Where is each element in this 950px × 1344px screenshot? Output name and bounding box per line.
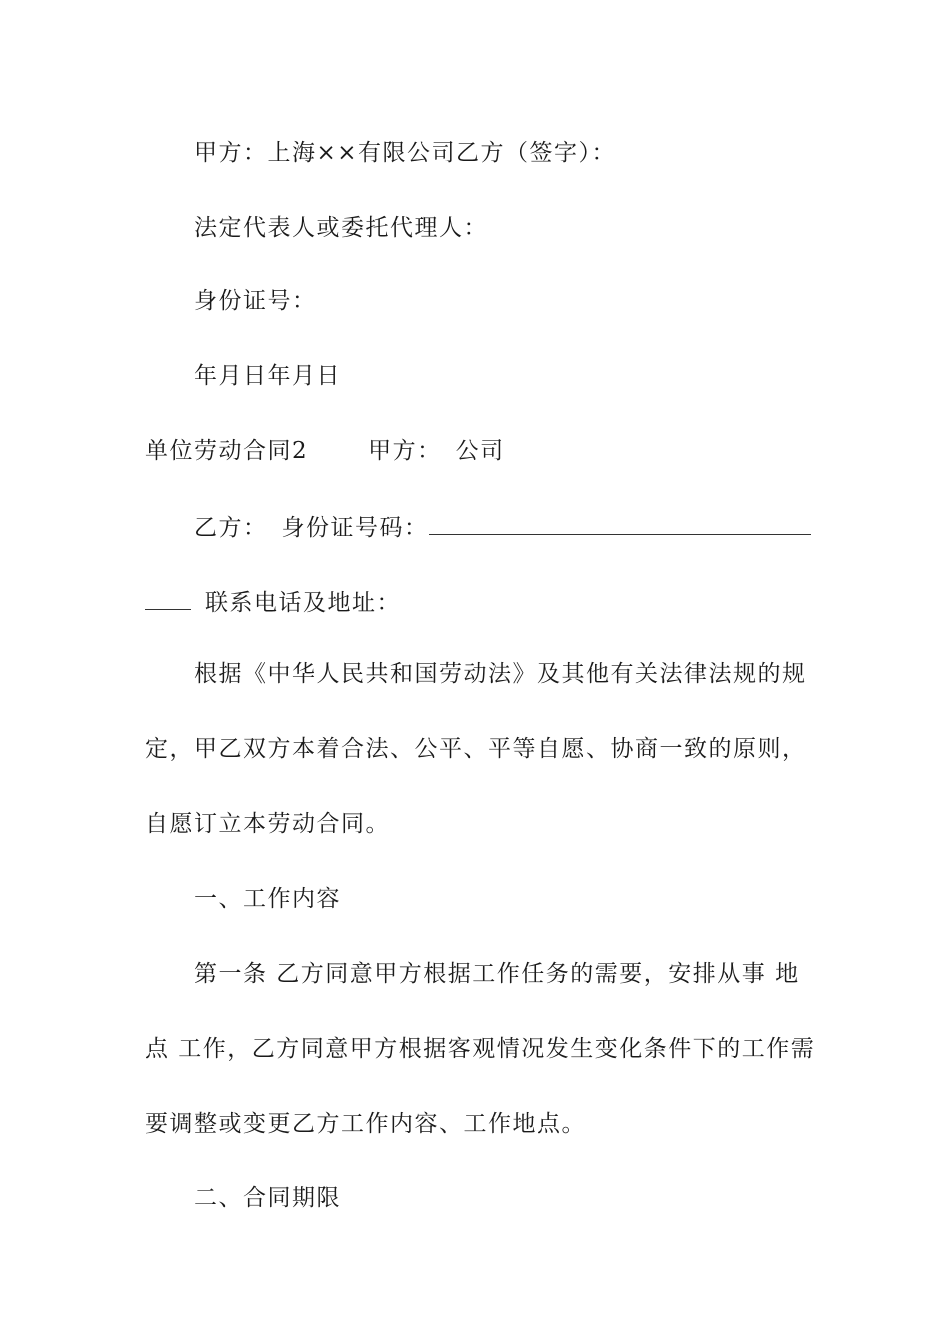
article-one-line-2: 点 工作，乙方同意甲方根据客观情况发生变化条件下的工作需 — [145, 1036, 816, 1062]
contact-blank — [145, 587, 191, 610]
paragraph-intro-line-1: 根据《中华人民共和国劳动法》及其他有关法律法规的规 — [194, 661, 807, 687]
article-one-line-1: 第一条 乙方同意甲方根据工作任务的需要，安排从事 地 — [194, 961, 800, 987]
contact-label: 联系电话及地址： — [205, 590, 401, 616]
signature-party-line: 甲方：上海××有限公司乙方（签字）： — [194, 140, 617, 166]
id-number-blank — [429, 512, 811, 535]
contract-header-line — [145, 437, 505, 465]
contact-line — [145, 587, 401, 617]
article-one-line-3: 要调整或变更乙方工作内容、工作地点。 — [145, 1111, 586, 1137]
id-number-label: 身份证号码： — [281, 515, 429, 541]
party-a-company: 公司 — [455, 438, 505, 464]
date-line: 年月日年月日 — [194, 363, 341, 389]
party-b-label: 乙方： — [194, 515, 268, 541]
paragraph-intro-line-2: 定，甲乙双方本着合法、公平、平等自愿、协商一致的原则， — [145, 736, 807, 762]
id-number-line: 身份证号： — [194, 288, 317, 314]
section-heading-contract-term: 二、合同期限 — [194, 1185, 341, 1211]
contract-title: 单位劳动合同2 — [145, 438, 309, 464]
legal-representative-line: 法定代表人或委托代理人： — [194, 215, 488, 241]
paragraph-intro-line-3: 自愿订立本劳动合同。 — [145, 811, 390, 837]
party-a-label: 甲方： — [368, 438, 442, 464]
party-b-line — [194, 512, 811, 542]
section-heading-work-content: 一、工作内容 — [194, 886, 341, 912]
